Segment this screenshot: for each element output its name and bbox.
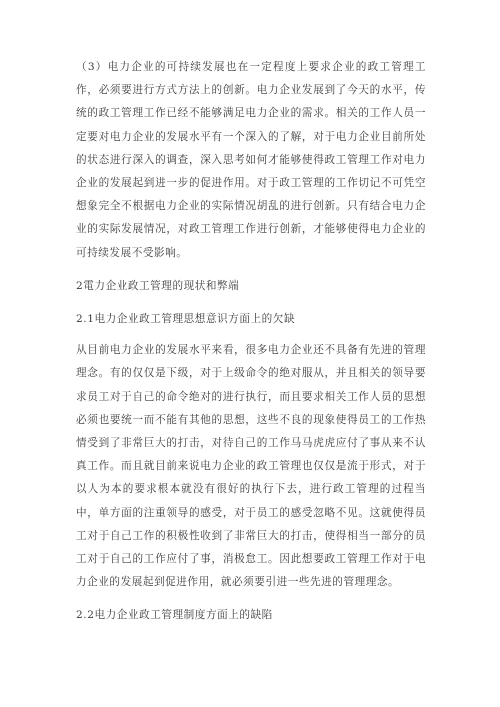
subsection-heading-2-1: 2.1电力企业政工管理思想意识方面上的欠缺 bbox=[76, 313, 296, 326]
spacer bbox=[76, 298, 426, 308]
spacer bbox=[76, 594, 426, 604]
paragraph-sustainable-development: （3）电力企业的可持续发展也在一定程度上要求企业的政工管理工作，必须要进行方式方法上的创新。电力企业发展到了今天的水平，传统的政工管理工作已经不能够满足电力企业的需求。相关的工作人员一定要对电力企业的发展水平有一个深入的了解，对于电力企业目前所处的状态进行深入的调查，深入思考如何才能够使得政工管理工作对电力企业的发展起到进一步的促进作用。对于政工管理的工作切记不可凭空想象完全不根据电力企业的实际情况胡乱的进行创新。只有结合电力企业的实际发展情况，对政工管理工作进行创新，才能够使得电力企业的可持续发展不受影响。 bbox=[76, 61, 426, 259]
paragraph-ideology-deficiency: 从目前电力企业的发展水平来看，很多电力企业还不具备有先进的管理理念。有的仅仅是下级，对于上级命令的绝对服从，并且相关的领导要求员工对于自己的命令绝对的进行执行，而且要求相关工作人员的思想必须也要统一而不能有其他的思想，这些不良的现象使得员工的工作热情受到了非常巨大的打击，对待自己的工作马马虎虎应付了事从来不认真工作。而且就目前来说电力企业的政工管理也仅仅是流于形式，对于以人为本的要求根本就没有很好的执行下去，进行政工管理的过程当中，单方面的注重领导的感受，对于员工的感受忽略不见。这就使得员工对于自己工作的积极性收到了非常巨大的打击，使得相当一部分的员工对于自己的工作应付了事，消极怠工。因此想要政工管理工作对于电力企业的发展起到促进作用，就必须要引进一些先进的管理理念。 bbox=[76, 344, 426, 589]
section-heading: 2電力企业政工管理的现状和弊端 bbox=[76, 279, 240, 292]
subsection-heading-2-2: 2.2电力企业政工管理制度方面上的缺陷 bbox=[76, 609, 273, 622]
spacer bbox=[76, 331, 426, 339]
spacer bbox=[76, 265, 426, 275]
